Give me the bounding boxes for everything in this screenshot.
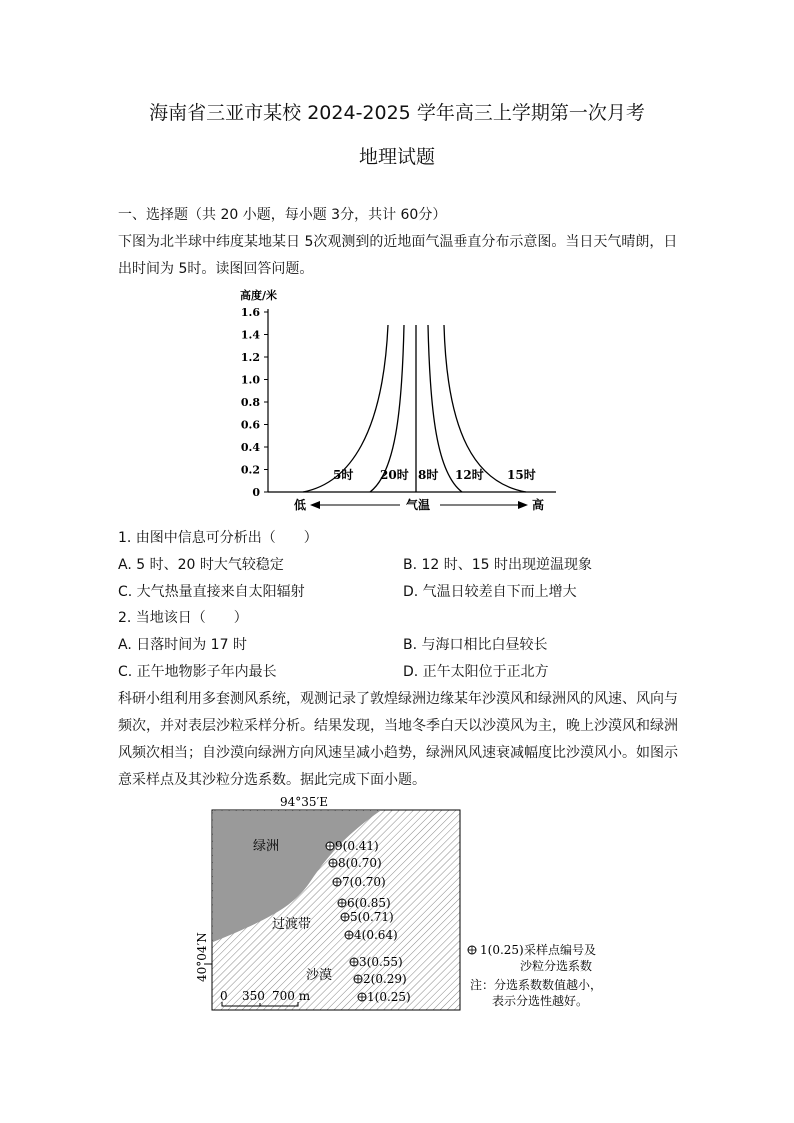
q1-stem: 1. 由图中信息可分析出（ ） xyxy=(118,530,318,546)
x-high-label: 高 xyxy=(532,498,545,512)
intro1-line2: 出时间为 5时。读图回答问题。 xyxy=(118,261,314,277)
q1-option-c: C. 大气热量直接来自太阳辐射 xyxy=(118,584,305,600)
sample-point-label: 6(0.85) xyxy=(347,896,391,910)
sample-point-label: 3(0.55) xyxy=(359,955,403,969)
series-label: 12时 xyxy=(455,468,484,482)
note-line1: 注：分选系数数值越小， xyxy=(470,978,603,992)
sample-point-label: 7(0.70) xyxy=(342,875,386,889)
sample-point-label: 2(0.29) xyxy=(363,972,407,986)
y-tick-label: 1.2 xyxy=(240,351,260,364)
sample-point xyxy=(333,878,341,886)
q2-stem: 2. 当地该日（ ） xyxy=(118,610,248,626)
q2-option-a: A. 日落时间为 17 时 xyxy=(118,637,247,653)
longitude-label: 94°35′E xyxy=(280,795,329,809)
arrow-right-head xyxy=(518,501,528,509)
sample-point xyxy=(341,913,349,921)
sample-point-label: 9(0.41) xyxy=(335,839,379,853)
sample-point-label: 1(0.25) xyxy=(367,990,411,1004)
transition-label: 过渡带 xyxy=(272,917,312,932)
legend-sample: 1(0.25) xyxy=(480,943,524,957)
temperature-profile-chart xyxy=(0,283,794,523)
series-label: 5时 xyxy=(333,468,354,482)
y-tick-label: 1.4 xyxy=(240,328,260,342)
scale-700: 700 m xyxy=(272,989,311,1003)
intro2-line2: 频次，并对表层沙粒采样分析。结果发现，当地冬季白天以沙漠风为主，晚上沙漠风和绿洲 xyxy=(118,718,678,734)
q1-option-a: A. 5 时、20 时大气较稳定 xyxy=(118,557,284,573)
sample-point xyxy=(338,899,346,907)
scale-0: 0 xyxy=(220,989,228,1003)
series-line xyxy=(303,325,388,492)
intro2-line1: 科研小组利用多套测风系统，观测记录了敦煌绿洲边缘某年沙漠风和绿洲风的风速、风向与 xyxy=(118,691,678,707)
sample-point xyxy=(329,859,337,867)
series-label: 15时 xyxy=(507,468,536,482)
sample-point xyxy=(345,931,353,939)
sample-point-label: 8(0.70) xyxy=(338,856,382,870)
section-heading: 一、选择题（共 20 小题，每小题 3分，共计 60分） xyxy=(118,207,447,223)
page-title: 海南省三亚市某校 2024-2025 学年高三上学期第一次月考 xyxy=(149,102,645,124)
q2-option-d: D. 正午太阳位于正北方 xyxy=(403,664,549,680)
sampling-map xyxy=(0,792,794,1017)
series-line xyxy=(444,325,526,492)
legend-line1: 采样点编号及 xyxy=(524,943,597,957)
series-label: 20时 xyxy=(380,468,409,482)
q2-option-c: C. 正午地物影子年内最长 xyxy=(118,664,277,680)
sample-point xyxy=(358,993,366,1001)
arrow-left-head xyxy=(310,501,320,509)
sample-point xyxy=(354,975,362,983)
note-line2: 表示分选性越好。 xyxy=(492,994,589,1008)
scale-350: 350 xyxy=(242,989,265,1003)
page-subtitle: 地理试题 xyxy=(358,146,435,168)
intro1-line1: 下图为北半球中纬度某地某日 5次观测到的近地面气温垂直分布示意图。当日天气晴朗，日 xyxy=(118,234,678,250)
y-tick-label: 0.8 xyxy=(240,396,260,409)
series-label: 8时 xyxy=(418,468,439,482)
legend-symbol xyxy=(468,946,476,954)
y-axis-label: 高度/米 xyxy=(240,289,278,302)
q1-option-d: D. 气温日较差自下而上增大 xyxy=(403,584,577,600)
legend-line2: 沙粒分选系数 xyxy=(520,959,593,973)
y-tick-label: 0 xyxy=(252,486,260,499)
y-tick-label: 0.6 xyxy=(240,418,260,432)
x-axis-label: 气温 xyxy=(406,498,431,512)
q1-option-b: B. 12 时、15 时出现逆温现象 xyxy=(403,557,593,573)
latitude-label: 40°04′N xyxy=(195,932,209,982)
desert-label: 沙漠 xyxy=(306,968,333,983)
y-tick-label: 1.0 xyxy=(240,373,260,387)
oasis-label: 绿洲 xyxy=(253,839,280,854)
series-line xyxy=(370,325,404,492)
y-tick-label: 1.6 xyxy=(240,306,260,319)
sample-point-label: 5(0.71) xyxy=(350,910,394,924)
y-tick-label: 0.4 xyxy=(240,441,260,454)
intro2-line3: 风频次相当；自沙漠向绿洲方向风速呈减小趋势，绿洲风风速衰减幅度比沙漠风小。如图示 xyxy=(118,745,678,761)
sample-point xyxy=(350,958,358,966)
sample-point-label: 4(0.64) xyxy=(354,928,398,942)
intro2-line4: 意采样点及其沙粒分选系数。据此完成下面小题。 xyxy=(118,772,426,788)
sample-point xyxy=(326,842,334,850)
q2-option-b: B. 与海口相比白昼较长 xyxy=(403,637,548,653)
y-tick-label: 0.2 xyxy=(240,463,260,477)
x-low-label: 低 xyxy=(294,498,307,512)
